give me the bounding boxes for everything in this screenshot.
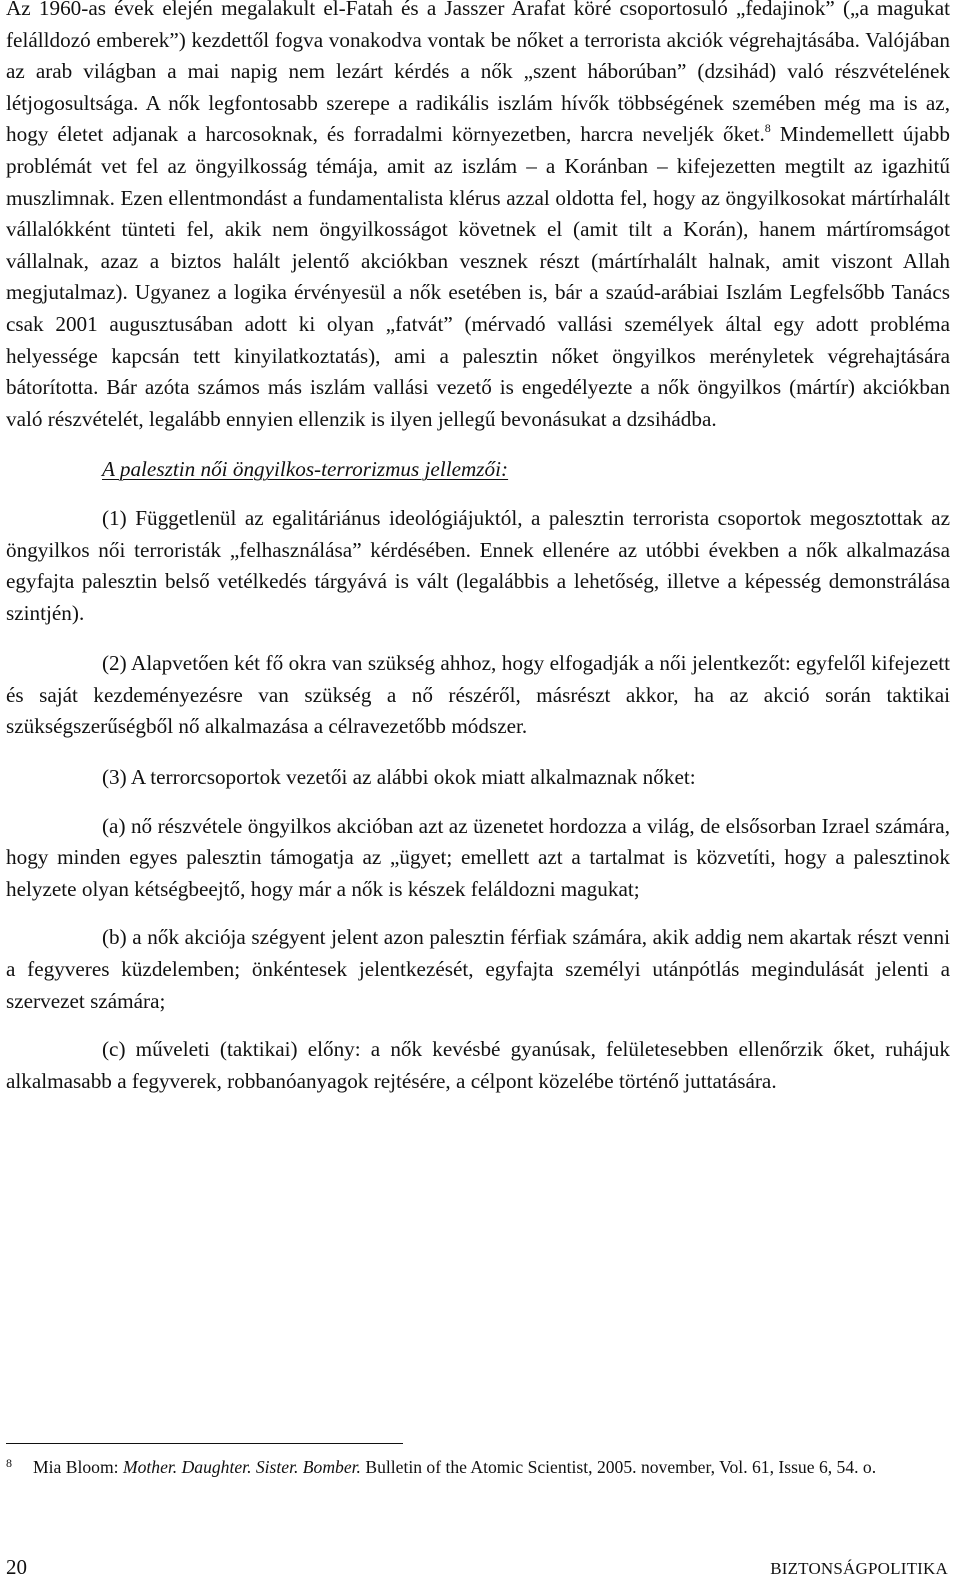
point-b-paragraph: (b) a nők akciója szégyent jelent azon palesztin férfiak számára, akik addig nem akartak részt venni a fegyveres küzdelemben; önkéntesek jelentkezését, egyfajta személyi utánpótlás megindulását jelenti a szervezet számára;	[6, 925, 950, 1013]
running-footer-title: BIZTONSÁGPOLITIKA	[770, 1559, 948, 1578]
intro-text-part-1: Az 1960-as évek elején megalakult el-Fatah és a Jasszer Arafat köré csoportosuló „fedajinok” („a magukat felálldozó emberek”) kezdettől fogva vonakodva vontak be nőket a terrorista akciók végrehajtásába. Valójában az arab világban a mai napig nem lezárt kérdés a nők „szent háborúban” (dzsihád) való részvételének létjogosultsága. A nők legfontosabb szerepe a radikális iszlám hívők többségének szemében még ma is az, hogy életet adjanak a harcosoknak, és forradalmi környezetben, harcra neveljék őket.	[6, 0, 950, 147]
intro-text-part-2: Mindemellett újabb problémát vet fel az öngyilkosság témája, amit az iszlám – a Koránban – kifejezetten megtilt az igazhitű muszlimnak. Ezen ellentmondást a fundamentalista klérus azzal oldotta fel, hogy az öngyilkosokat mártírhalált vállalókként tünteti fel, akik nem öngyilkosságot követnek el (amit tilt a Korán), hanem mártíromságot vállalnak, azaz a biztos halált jelentő akciókban vesznek részt (mártírhalált halnak, amit viszont Allah megjutalmaz). Ugyanez a logika érvényesül a nők esetében is, bár a szaúd-arábiai Iszlám Legfelsőbb Tanács csak 2001 augusztusában adott ki olyan „fatvát” (mérvadó vallási személyek által egy adott probléma helyessége kapcsán tett kinyilatkoztatás), ami a palesztin nőket öngyilkos merényletek végrehajtására bátorította. Bár azóta számos más iszlám vallási vezető is engedélyezte a nők öngyilkos (mártír) akciókban való részvételét, legalább ennyien ellenzik is ilyen jellegű bevonásukat a dzsihádba.	[6, 122, 950, 431]
point-2-paragraph: (2) Alapvetően két fő okra van szükség ahhoz, hogy elfogadják a női jelentkezőt: egyfelől kifejezett és saját kezdeményezésre van szükség a nő részéről, másrészt akkor, ha az akció során taktikai szükségszerűségből nő alkalmazása a célravezetőbb módszer.	[6, 651, 950, 739]
footnote-citation: Bulletin of the Atomic Scientist, 2005. november, Vol. 61, Issue 6, 54. o.	[360, 1457, 877, 1477]
page-number: 20	[6, 1555, 27, 1579]
intro-paragraph	[6, 0, 950, 435]
footnote	[6, 1454, 906, 1481]
point-a-paragraph: (a) nő részvétele öngyilkos akcióban azt az üzenetet hordozza a világ, de elsősorban Izrael számára, hogy minden egyes palesztin támogatja az „ügyet; emellett azt a tartalmat is közvetíti, hogy a palesztinok helyzete olyan kétségbeejtő, hogy már a nők is készek feláldozni magukat;	[6, 813, 950, 901]
footnote-title: Mother. Daughter. Sister. Bomber.	[122, 1457, 361, 1477]
footnote-author: Mia Bloom:	[33, 1457, 123, 1477]
point-c-paragraph: (c) műveleti (taktikai) előny: a nők kevésbé gyanúsak, felületesebben ellenőrzik őket, ruhájuk alkalmasabb a fegyverek, robbanóanyagok rejtésére, a célpont közelébe történő juttatására.	[6, 1037, 950, 1093]
footnote-number: 8	[6, 1456, 12, 1470]
point-3-paragraph: (3) A terrorcsoportok vezetői az alábbi okok miatt alkalmaznak nőket:	[102, 765, 696, 790]
section-heading: A palesztin női öngyilkos-terrorizmus jellemzői:	[102, 457, 509, 482]
footnote-reference[interactable]: 8	[764, 121, 771, 136]
footnote-separator	[6, 1443, 403, 1444]
body-text	[6, 0, 950, 1097]
footnote-text	[6, 1454, 906, 1481]
point-1-paragraph: (1) Függetlenül az egalitáriánus ideológiájuktól, a palesztin terrorista csoportok megosztottak az öngyilkos női terroristák „felhasználása” kérdésében. Ennek ellenére az utóbbi években a nők alkalmazása egyfajta palesztin belső vetélkedés tárgyává is vált (legalábbis a lehetőség, illetve a képesség demonstrálása szintjén).	[6, 505, 950, 625]
